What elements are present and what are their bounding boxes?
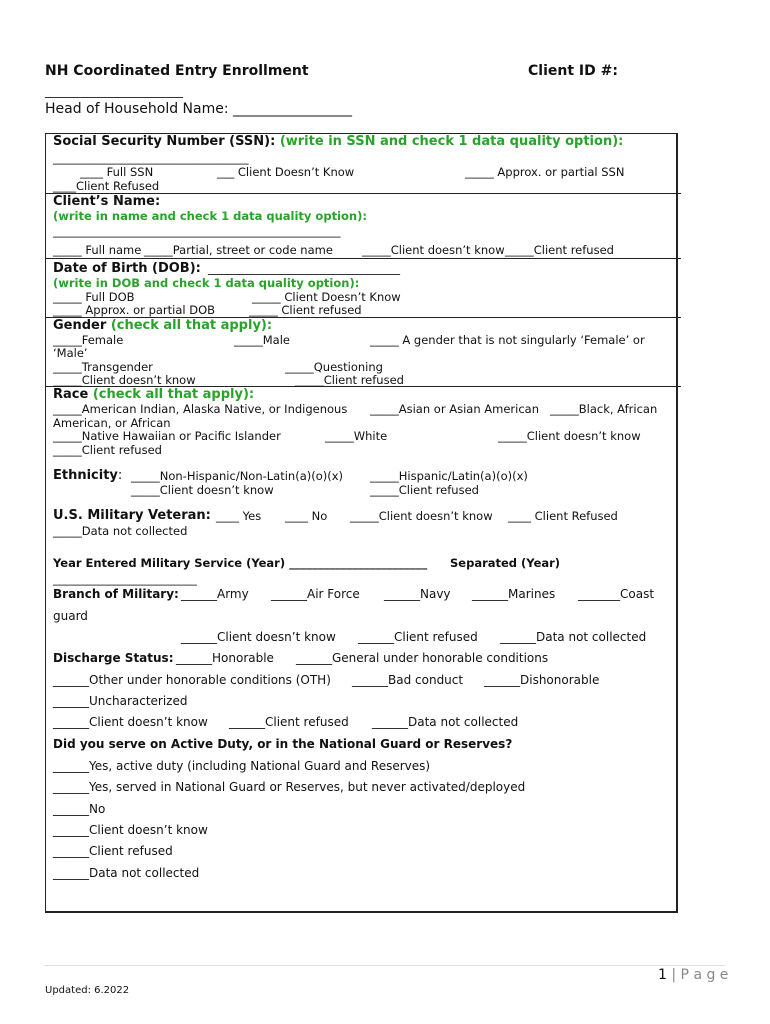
- page-separator: |: [666, 967, 681, 983]
- discharge-not-collected-option[interactable]: ______Data not collected: [372, 715, 519, 729]
- race-label: Race: [53, 387, 89, 402]
- gender-not-singular-option[interactable]: _____ A gender that is not singularly ‘Female’ or: [370, 333, 645, 347]
- dob-full-option[interactable]: _____ Full DOB: [53, 290, 135, 304]
- discharge-honorable-option[interactable]: ______Honorable: [176, 651, 274, 665]
- name-instruction: (write in name and check 1 data quality option):: [53, 209, 367, 223]
- branch-navy-option[interactable]: ______Navy: [384, 587, 451, 601]
- discharge-doesnt-know-option[interactable]: ______Client doesn’t know: [53, 715, 208, 729]
- dob-approx-option[interactable]: _____ Approx. or partial DOB: [53, 303, 216, 317]
- client-id-label: Client ID #:: [528, 63, 618, 79]
- dob-refused-option[interactable]: _____ Client refused: [249, 303, 362, 317]
- race-refused-option[interactable]: _____Client refused: [53, 443, 162, 457]
- name-refused-option[interactable]: _____Client refused: [505, 243, 614, 257]
- gender-not-singular-cont: ‘Male’: [53, 346, 88, 360]
- branch-label: Branch of Military:: [53, 587, 179, 601]
- footer-divider: [45, 965, 725, 966]
- page-number-label: [658, 967, 728, 983]
- race-doesnt-know-option[interactable]: _____Client doesn’t know: [498, 429, 641, 443]
- ssn-title: [53, 134, 623, 149]
- race-asian-option[interactable]: _____Asian or Asian American: [370, 402, 539, 416]
- branch-marines-option[interactable]: ______Marines: [472, 587, 556, 601]
- veteran-not-collected-option[interactable]: _____Data not collected: [53, 524, 188, 538]
- veteran-doesnt-know-option[interactable]: _____Client doesn’t know: [350, 509, 493, 523]
- page-number: 1: [658, 967, 667, 983]
- discharge-bad-conduct-option[interactable]: ______Bad conduct: [352, 673, 464, 687]
- active-duty-refused-option[interactable]: ______Client refused: [53, 844, 173, 858]
- name-partial-option[interactable]: _____Partial, street or code name: [144, 243, 333, 257]
- branch-doesnt-know-option[interactable]: ______Client doesn’t know: [181, 630, 336, 644]
- ssn-refused-option[interactable]: ____Client Refused: [53, 179, 160, 193]
- race-instruction: (check all that apply):: [92, 387, 255, 402]
- name-doesnt-know-option[interactable]: _____Client doesn’t know: [362, 243, 505, 257]
- branch-coast-guard-option[interactable]: _______Coast: [578, 587, 655, 601]
- veteran-title: U.S. Military Veteran:: [53, 508, 211, 523]
- discharge-label: Discharge Status:: [53, 651, 174, 665]
- ethnicity-colon: :: [117, 468, 123, 483]
- race-white-option[interactable]: _____White: [325, 429, 388, 443]
- ethnicity-non-hispanic-option[interactable]: _____Non-Hispanic/Non-Latin(a)(o)(x): [131, 469, 344, 483]
- dob-instruction: (write in DOB and check 1 data quality option):: [53, 276, 360, 290]
- ssn-label: Social Security Number (SSN):: [53, 134, 276, 149]
- veteran-refused-option[interactable]: ____ Client Refused: [508, 509, 618, 523]
- dob-title: Date of Birth (DOB):: [53, 261, 201, 276]
- gender-female-option[interactable]: _____Female: [53, 333, 124, 347]
- gender-refused-option[interactable]: _____Client refused: [295, 373, 404, 387]
- active-duty-doesnt-know-option[interactable]: ______Client doesn’t know: [53, 823, 208, 837]
- separated-year-input-line[interactable]: _________________________: [53, 572, 197, 586]
- name-input-line[interactable]: __________________________________________________: [53, 224, 341, 238]
- race-title: [53, 387, 254, 402]
- ssn-instruction: (write in SSN and check 1 data quality option):: [279, 134, 624, 149]
- discharge-refused-option[interactable]: ______Client refused: [229, 715, 349, 729]
- ssn-input-line[interactable]: __________________________________: [53, 151, 249, 165]
- ssn-doesnt-know-option[interactable]: ___ Client Doesn’t Know: [217, 165, 355, 179]
- gender-instruction: (check all that apply):: [110, 318, 273, 333]
- dob-doesnt-know-option[interactable]: _____ Client Doesn’t Know: [252, 290, 401, 304]
- gender-male-option[interactable]: _____Male: [234, 333, 290, 347]
- gender-title: [53, 318, 272, 333]
- ethnicity-label: Ethnicity: [53, 468, 118, 483]
- branch-refused-option[interactable]: ______Client refused: [358, 630, 478, 644]
- active-duty-question: Did you serve on Active Duty, or in the National Guard or Reserves?: [53, 737, 513, 751]
- gender-doesnt-know-option[interactable]: _____Client doesn’t know: [53, 373, 196, 387]
- discharge-general-option[interactable]: ______General under honorable conditions: [296, 651, 549, 665]
- head-of-household-field[interactable]: Head of Household Name: _________________: [45, 101, 353, 117]
- name-title: Client’s Name:: [53, 194, 161, 209]
- race-black-option[interactable]: _____Black, African: [550, 402, 658, 416]
- branch-army-option[interactable]: ______Army: [181, 587, 249, 601]
- divider-name-dob: [45, 258, 681, 259]
- gender-questioning-option[interactable]: _____Questioning: [285, 360, 383, 374]
- active-duty-guard-option[interactable]: ______Yes, served in National Guard or Reserves, but never activated/deployed: [53, 780, 526, 794]
- separated-year-label: Separated (Year): [450, 556, 561, 570]
- branch-not-collected-option[interactable]: ______Data not collected: [500, 630, 647, 644]
- gender-label: Gender: [53, 318, 107, 333]
- discharge-uncharacterized-option[interactable]: ______Uncharacterized: [53, 694, 188, 708]
- form-title: NH Coordinated Entry Enrollment: [45, 63, 309, 79]
- active-duty-no-option[interactable]: ______No: [53, 802, 106, 816]
- discharge-oth-option[interactable]: ______Other under honorable conditions (OTH): [53, 673, 331, 687]
- ssn-approx-option[interactable]: _____ Approx. or partial SSN: [465, 165, 625, 179]
- veteran-yes-option[interactable]: ____ Yes: [216, 509, 262, 523]
- ethnicity-hispanic-option[interactable]: _____Hispanic/Latin(a)(o)(x): [370, 469, 528, 483]
- veteran-no-option[interactable]: ____ No: [285, 509, 328, 523]
- ethnicity-title: [53, 468, 122, 483]
- ethnicity-refused-option[interactable]: _____Client refused: [370, 483, 479, 497]
- dob-input-line[interactable]: ________________________________: [208, 261, 400, 275]
- ethnicity-doesnt-know-option[interactable]: _____Client doesn’t know: [131, 483, 274, 497]
- year-entered-field[interactable]: Year Entered Military Service (Year) ________________________: [53, 556, 428, 570]
- race-black-cont: American, or African: [53, 416, 171, 430]
- branch-air-force-option[interactable]: ______Air Force: [271, 587, 360, 601]
- header-underline: _______________________: [45, 84, 183, 98]
- race-american-indian-option[interactable]: _____American Indian, Alaska Native, or Indigenous: [53, 402, 348, 416]
- discharge-dishonorable-option[interactable]: ______Dishonorable: [484, 673, 600, 687]
- page-word: P a g e: [680, 967, 729, 983]
- race-hawaiian-option[interactable]: _____Native Hawaiian or Pacific Islander: [53, 429, 281, 443]
- ssn-full-option[interactable]: ____ Full SSN: [80, 165, 154, 179]
- gender-transgender-option[interactable]: _____Transgender: [53, 360, 153, 374]
- branch-coast-guard-cont: guard: [53, 609, 88, 623]
- updated-date: Updated: 6.2022: [45, 985, 130, 996]
- active-duty-not-collected-option[interactable]: ______Data not collected: [53, 866, 200, 880]
- active-duty-yes-option[interactable]: ______Yes, active duty (including National Guard and Reserves): [53, 759, 431, 773]
- name-full-option[interactable]: _____ Full name: [53, 243, 142, 257]
